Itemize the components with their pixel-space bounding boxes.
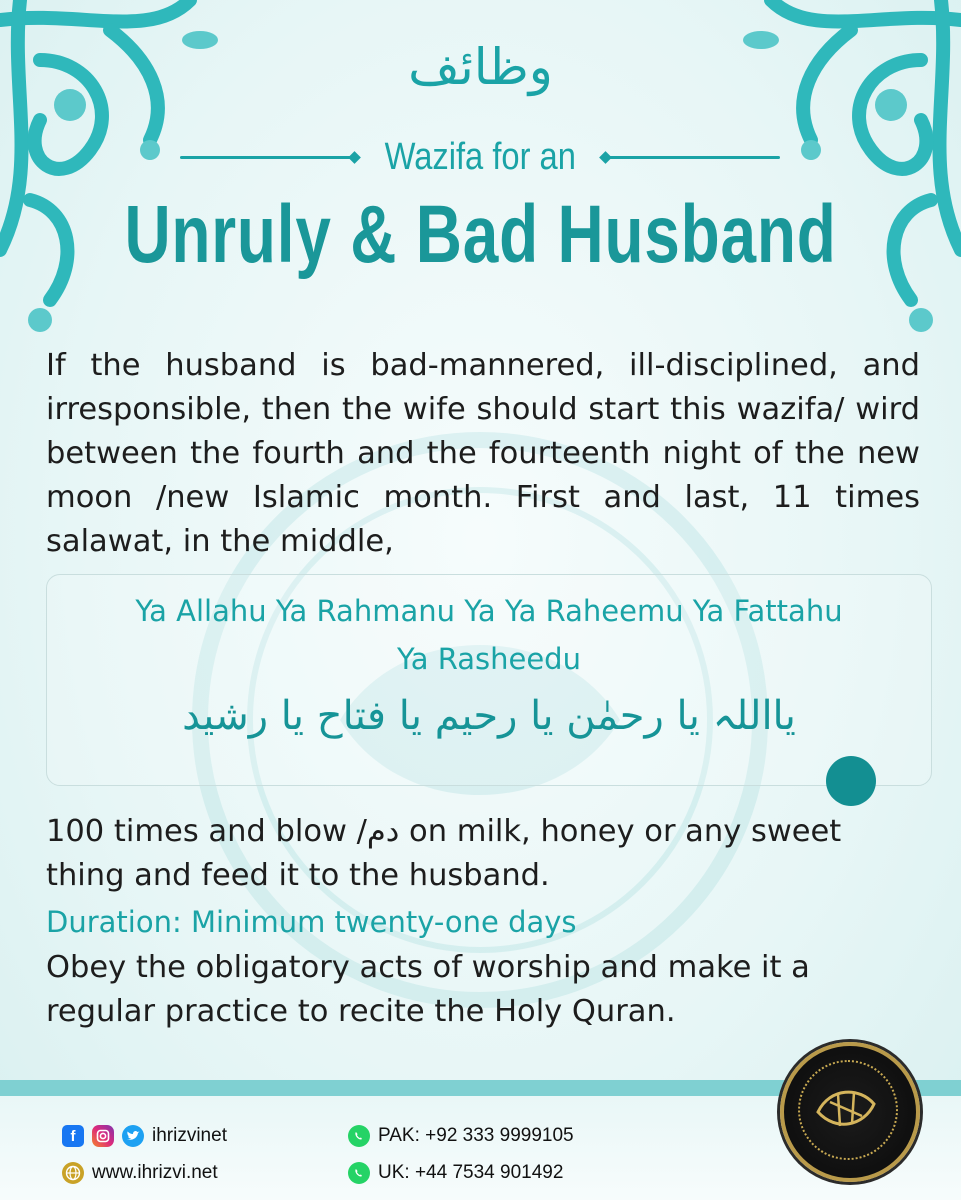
facebook-icon[interactable]: f — [62, 1125, 84, 1147]
website-link[interactable]: www.ihrizvi.net — [92, 1162, 218, 1183]
phone-uk[interactable]: UK: +44 7534 901492 — [378, 1162, 564, 1183]
phone-pak[interactable]: PAK: +92 333 9999105 — [378, 1125, 574, 1146]
social-handle-row[interactable] — [62, 1125, 227, 1147]
closing-paragraph: Obey the obligatory acts of worship and make it a regular practice to recite the Holy Quran. — [46, 950, 810, 1029]
dua-transliteration-line-1: Ya Allahu Ya Rahmanu Ya Ya Raheemu Ya Fattahu — [135, 594, 843, 628]
dua-box — [46, 574, 932, 786]
phone-uk-row[interactable] — [348, 1162, 563, 1184]
subtitle-row — [180, 134, 780, 180]
logo-calligraphy-mark — [780, 1042, 912, 1174]
calligraphy-logo — [780, 1042, 920, 1182]
social-handle[interactable]: ihrizvinet — [152, 1125, 227, 1146]
duration-text: Duration: Minimum twenty-one days — [46, 905, 577, 939]
instruction-paragraph: 100 times and blow /دم on milk, honey or any sweet thing and feed it to the husband. — [46, 814, 842, 893]
subtitle-rule-right — [605, 156, 780, 159]
whatsapp-icon — [348, 1162, 370, 1184]
dua-transliteration-line-2: Ya Rasheedu — [397, 642, 581, 676]
website-row[interactable] — [62, 1162, 218, 1184]
phone-pak-row[interactable] — [348, 1125, 574, 1147]
instagram-icon[interactable] — [92, 1125, 114, 1147]
dua-arabic: یااللہ یا رحمٰن یا رحیم یا فتاح یا رشید — [182, 693, 796, 739]
page-title: Unruly & Bad Husband — [124, 189, 837, 280]
intro-paragraph: If the husband is bad-mannered, ill-disciplined, and irresponsible, then the wife should start this wazifa/ wird between the fourth and the fourteenth night of the new moon /new Islamic month. First and last, 11 times salawat, in the middle, — [46, 348, 920, 559]
globe-icon — [62, 1162, 84, 1184]
subtitle: Wazifa for an — [384, 135, 576, 178]
subtitle-rule-left — [180, 156, 355, 159]
arabic-title: وظائف — [408, 38, 553, 96]
twitter-icon[interactable] — [122, 1125, 144, 1147]
whatsapp-icon — [348, 1125, 370, 1147]
dua-transliteration — [47, 587, 931, 683]
decorative-dot — [826, 756, 876, 806]
